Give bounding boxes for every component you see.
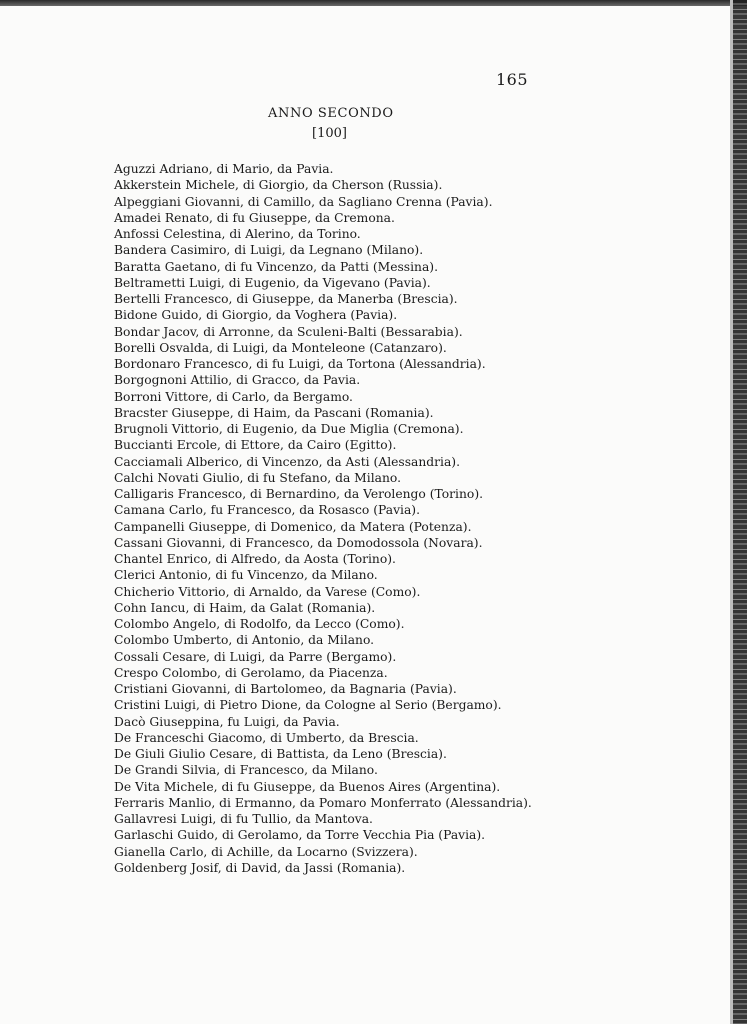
list-item: Alpeggiani Giovanni, di Camillo, da Sagliano Crenna (Pavia). bbox=[114, 194, 493, 209]
list-item: Campanelli Giuseppe, di Domenico, da Matera (Potenza). bbox=[114, 519, 472, 534]
list-item: Borgognoni Attilio, di Gracco, da Pavia. bbox=[114, 373, 361, 388]
list-item: Bondar Jacov, di Arronne, da Sculeni-Balti (Bessarabia). bbox=[114, 324, 463, 339]
right-scan-border bbox=[733, 0, 747, 1024]
list-item: Gianella Carlo, di Achille, da Locarno (Svizzera). bbox=[114, 844, 418, 859]
name-list bbox=[114, 161, 714, 876]
bracket-number: [100] bbox=[312, 126, 347, 141]
list-item: Cacciamali Alberico, di Vincenzo, da Asti (Alessandria). bbox=[114, 454, 461, 469]
list-item: Borroni Vittore, di Carlo, da Bergamo. bbox=[114, 389, 353, 404]
list-item: Akkerstein Michele, di Giorgio, da Cherson (Russia). bbox=[114, 178, 443, 193]
list-item: Goldenberg Josif, di David, da Jassi (Romania). bbox=[114, 860, 406, 875]
list-item: Crespo Colombo, di Gerolamo, da Piacenza. bbox=[114, 665, 388, 680]
list-item: Bidone Guido, di Giorgio, da Voghera (Pavia). bbox=[114, 308, 398, 323]
list-item: Cristiani Giovanni, di Bartolomeo, da Bagnaria (Pavia). bbox=[114, 682, 457, 696]
list-item: Beltrametti Luigi, di Eugenio, da Vigevano (Pavia). bbox=[114, 275, 431, 290]
list-item: Buccianti Ercole, di Ettore, da Cairo (Egitto). bbox=[114, 438, 397, 453]
list-item: Garlaschi Guido, di Gerolamo, da Torre Vecchia Pia (Pavia). bbox=[114, 828, 486, 843]
list-item: De Vita Michele, di fu Giuseppe, da Buenos Aires (Argentina). bbox=[114, 779, 501, 794]
list-item: Bandera Casimiro, di Luigi, da Legnano (Milano). bbox=[114, 243, 424, 258]
list-item: Clerici Antonio, di fu Vincenzo, da Milano. bbox=[114, 568, 378, 583]
list-item: Cossali Cesare, di Luigi, da Parre (Bergamo). bbox=[114, 649, 397, 664]
page-number: 165 bbox=[496, 70, 529, 89]
running-head: ANNO SECONDO bbox=[268, 106, 394, 121]
list-item: Calligaris Francesco, di Bernardino, da Verolengo (Torino). bbox=[114, 487, 484, 501]
list-item: Gallavresi Luigi, di fu Tullio, da Mantova. bbox=[114, 812, 373, 826]
list-item: De Giuli Giulio Cesare, di Battista, da Leno (Brescia). bbox=[114, 747, 447, 761]
list-item: Chicherio Vittorio, di Arnaldo, da Varese (Como). bbox=[114, 584, 421, 599]
list-item: Cohn Iancu, di Haim, da Galat (Romania). bbox=[114, 600, 376, 615]
list-item: Amadei Renato, di fu Giuseppe, da Cremona. bbox=[114, 210, 395, 225]
list-item: Ferraris Manlio, di Ermanno, da Pomaro Monferrato (Alessandria). bbox=[114, 795, 532, 810]
list-item: Camana Carlo, fu Francesco, da Rosasco (Pavia). bbox=[114, 503, 420, 518]
list-item: Cassani Giovanni, di Francesco, da Domodossola (Novara). bbox=[114, 535, 483, 550]
list-item: Bracster Giuseppe, di Haim, da Pascani (Romania). bbox=[114, 405, 434, 420]
top-scan-border bbox=[0, 0, 747, 6]
list-item: Brugnoli Vittorio, di Eugenio, da Due Miglia (Cremona). bbox=[114, 422, 464, 436]
list-item: Colombo Angelo, di Rodolfo, da Lecco (Como). bbox=[114, 617, 405, 631]
list-item: Baratta Gaetano, di fu Vincenzo, da Patti (Messina). bbox=[114, 259, 439, 274]
list-item: Cristini Luigi, di Pietro Dione, da Cologne al Serio (Bergamo). bbox=[114, 698, 502, 713]
list-item: Bordonaro Francesco, di fu Luigi, da Tortona (Alessandria). bbox=[114, 357, 486, 371]
list-item: Bertelli Francesco, di Giuseppe, da Manerba (Brescia). bbox=[114, 292, 458, 306]
list-item: Calchi Novati Giulio, di fu Stefano, da Milano. bbox=[114, 470, 401, 485]
list-item: Colombo Umberto, di Antonio, da Milano. bbox=[114, 633, 375, 648]
list-item: Anfossi Celestina, di Alerino, da Torino. bbox=[114, 227, 361, 241]
list-item: Dacò Giuseppina, fu Luigi, da Pavia. bbox=[114, 714, 340, 729]
list-item: Chantel Enrico, di Alfredo, da Aosta (Torino). bbox=[114, 552, 396, 566]
list-item: Aguzzi Adriano, di Mario, da Pavia. bbox=[114, 162, 334, 176]
list-item: Borelli Osvalda, di Luigi, da Monteleone (Catanzaro). bbox=[114, 340, 447, 355]
list-item: De Franceschi Giacomo, di Umberto, da Brescia. bbox=[114, 730, 419, 745]
list-item: De Grandi Silvia, di Francesco, da Milano. bbox=[114, 763, 378, 778]
